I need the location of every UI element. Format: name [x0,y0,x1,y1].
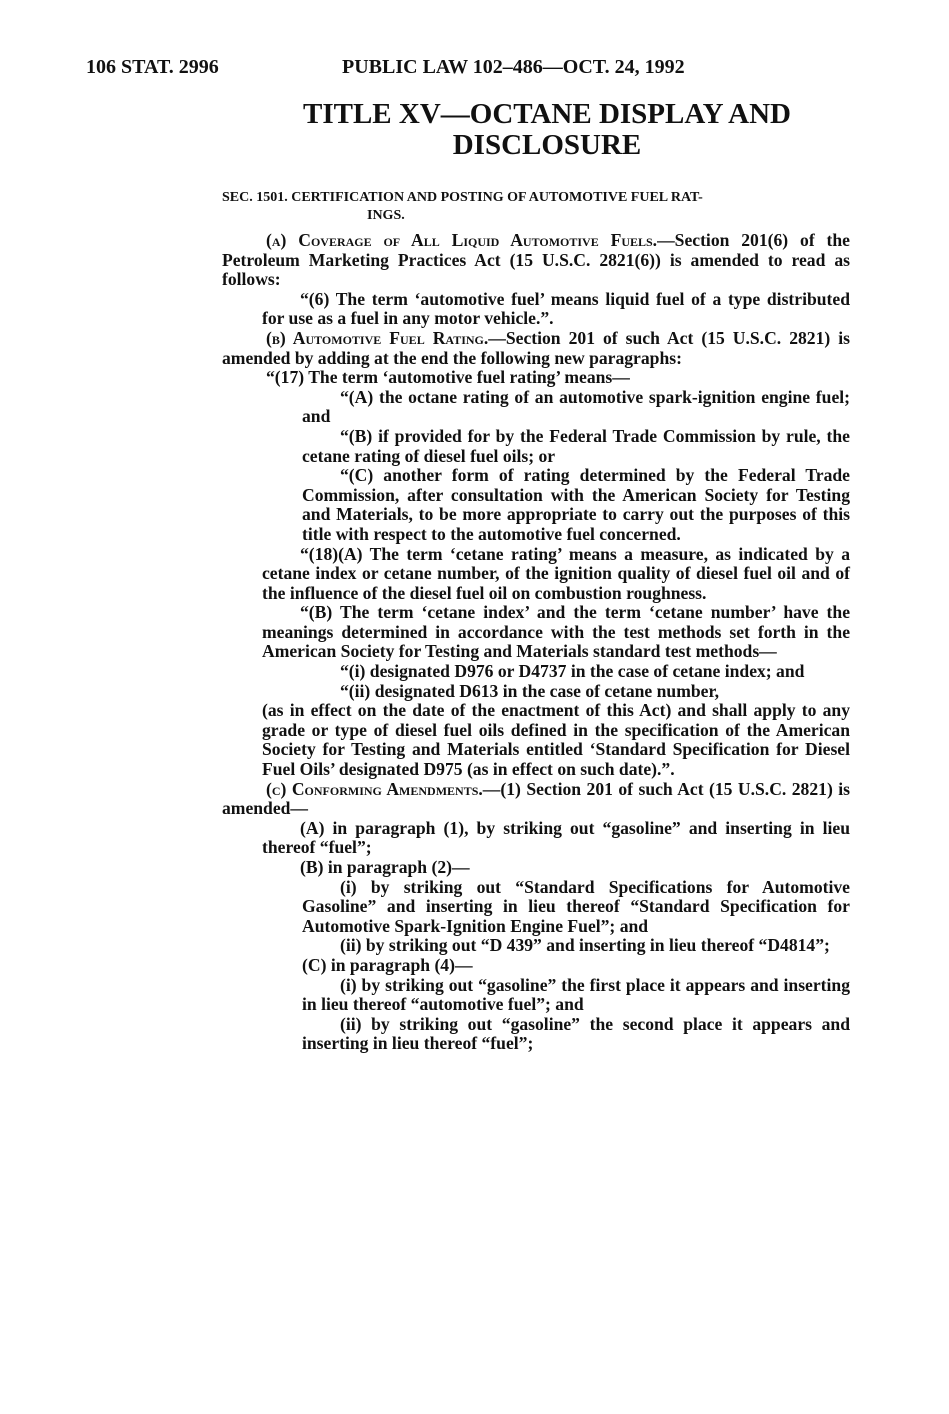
amendment-b: (B) in paragraph (2)— [300,857,470,877]
paragraph-18-b-i: “(i) designated D976 or D4737 in the case of cetane index; and [340,661,805,682]
law-date-header: PUBLIC LAW 102–486—OCT. 24, 1992 [342,56,685,78]
subsection-b [222,329,850,368]
subsection-a-text: —Section 201(6) of the Petroleum Marketing Practices Act (15 U.S.C. 2821(6)) is amended to read as follows: [222,230,850,290]
running-header [86,56,866,80]
amendment-c-i: (i) by striking out “gasoline” the first place it appears and inserting in lieu thereof “automotive fuel”; and [302,974,850,1015]
paragraph-18-b-ii: “(ii) designated D613 in the case of cetane number, [340,680,720,701]
section-body [222,231,850,1054]
amendment-a: (A) in paragraph (1), by striking out “gasoline” and inserting in lieu thereof “fuel”; [262,817,850,858]
paragraph-6-quote: “(6) The term ‘automotive fuel’ means liquid fuel of a type distributed for use as a fuel in any motor vehicle.”. [262,288,850,329]
subsection-c [222,780,850,819]
stat-page-number: 106 STAT. 2996 [86,56,219,78]
paragraph-17: “(17) The term ‘automotive fuel rating’ means— [266,367,630,388]
paragraph-17-a: “(A) the octane rating of an automotive spark-ignition engine fuel; and [302,386,850,427]
subsection-b-text: —Section 201 of such Act (15 U.S.C. 2821) is amended by adding at the end the following new paragraphs: [222,327,850,368]
subsection-b-heading: (b) Automotive Fuel Rating. [266,327,489,348]
subsection-c-text: —(1) Section 201 of such Act (15 U.S.C. 2821) is amended— [222,778,850,819]
paragraph-18-a: “(18)(A) The term ‘cetane rating’ means a measure, as indicated by a cetane index or cetane number, of the ignition quality of diesel fuel oil and of the influence of the diesel fuel oil on combustion roughness. [262,543,850,603]
amendment-b-i: (i) by striking out “Standard Specifications for Automotive Gasoline” and inserting in lieu thereof “Standard Specification for Automotive Spark-Ignition Engine Fuel”; and [302,876,850,936]
section-heading [222,189,850,225]
amendment-c: (C) in paragraph (4)— [302,954,473,975]
amendment-b-ii: (ii) by striking out “D 439” and inserting in lieu thereof “D4814”; [340,935,830,956]
paragraph-17-b: “(B) if provided for by the Federal Trade Commission by rule, the cetane rating of diesel fuel oils; or [302,425,850,466]
paragraph-18-tail: (as in effect on the date of the enactment of this Act) and shall apply to any grade or type of diesel fuel oils defined in the specification of the American Society for Testing and Materials entitled ‘Standard Specification for Diesel Fuel Oils’ designated D975 (as in effect on such date).”. [262,700,850,780]
title-heading [222,99,872,161]
subsection-a-heading: (a) Coverage of All Liquid Automotive Fuels. [266,230,658,250]
paragraph-18-b: “(B) The term ‘cetane index’ and the term ‘cetane number’ have the meanings determined in accordance with the test methods set forth in the American Society for Testing and Materials standard test methods— [262,602,850,662]
subsection-a [222,231,850,290]
section-heading-line-1: SEC. 1501. CERTIFICATION AND POSTING OF AUTOMOTIVE FUEL RAT- [222,190,703,205]
paragraph-17-c: “(C) another form of rating determined by the Federal Trade Commission, after consultation with the American Society for Testing and Materials, to be more appropriate to carry out the purposes of this title with respect to the automotive fuel concerned. [302,465,850,544]
title-line-1: TITLE XV—OCTANE DISPLAY AND [302,98,791,130]
title-line-2: DISCLOSURE [452,129,642,161]
subsection-c-heading: (c) Conforming Amendments. [266,778,483,799]
amendment-c-ii: (ii) by striking out “gasoline” the second place it appears and inserting in lieu thereof “fuel”; [302,1013,850,1054]
section-heading-line-2: INGS. [367,208,405,223]
